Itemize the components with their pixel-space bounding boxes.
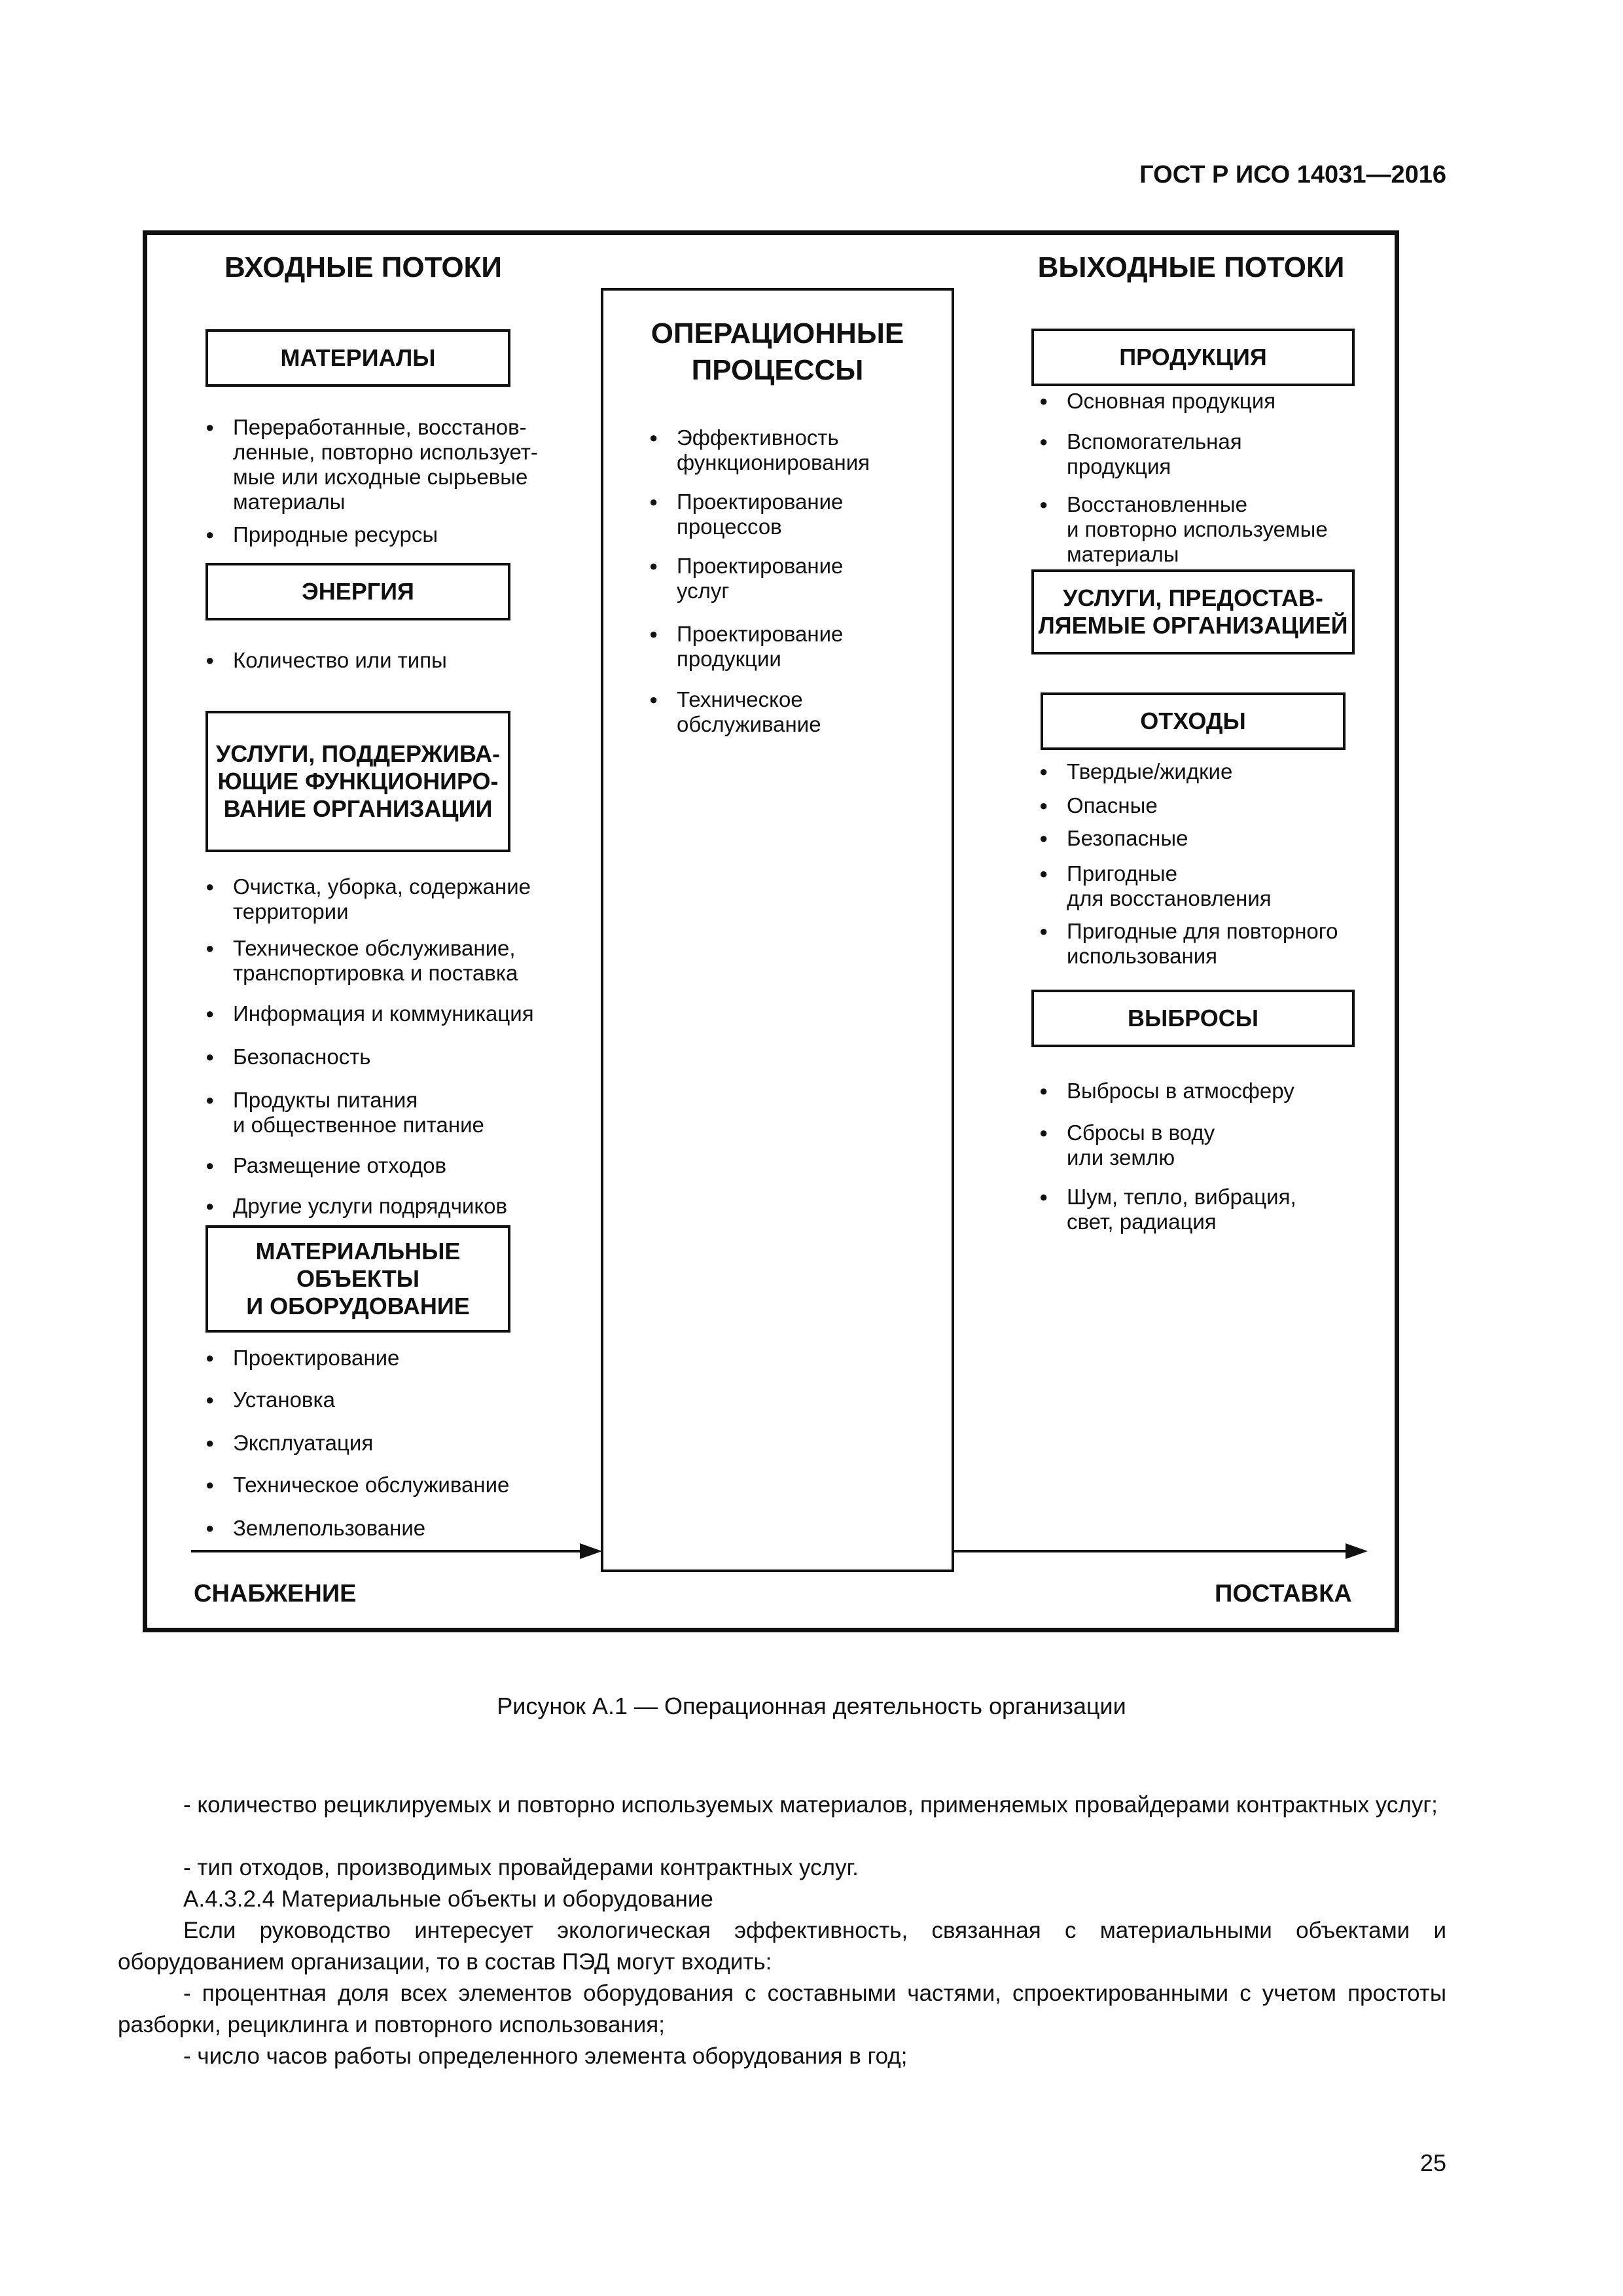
- paragraph: - процентная доля всех элементов оборудования с составными частями, спроектированными с учетом простоты разборки, рециклинга и повторного использования;: [118, 1981, 1446, 2037]
- list-item: ● Шум, тепло, вибрация, свет, радиация: [1038, 1185, 1296, 1234]
- supply-label: СНАБЖЕНИЕ: [194, 1580, 357, 1607]
- page-number: 25: [1419, 2149, 1446, 2176]
- products-box: ПРОДУКЦИЯ: [1031, 329, 1355, 386]
- list-item: ● Безопасность: [204, 1045, 371, 1069]
- list-item: ● Установка: [204, 1388, 335, 1412]
- supply-arrow-head: [580, 1543, 602, 1559]
- list-item: ● Пригодные для повторного использования: [1038, 919, 1338, 969]
- provided-services-box: УСЛУГИ, ПРЕДОСТАВ- ЛЯЕМЫЕ ОРГАНИЗАЦИЕЙ: [1031, 569, 1355, 655]
- list-item: ● Продукты питания и общественное питание: [204, 1088, 484, 1138]
- operational-processes-box: [601, 288, 954, 1572]
- paragraph: - тип отходов, производимых провайдерами контрактных услуг.: [183, 1855, 859, 1880]
- list-item: ● Вспомогательная продукция: [1038, 429, 1242, 479]
- list-item: ● Количество или типы: [204, 648, 447, 673]
- materials-box: МАТЕРИАЛЫ: [205, 329, 510, 387]
- list-item: ● Размещение отходов: [204, 1153, 446, 1178]
- delivery-arrow-line: [954, 1550, 1347, 1552]
- list-item: ● Восстановленные и повторно используемые материалы: [1038, 492, 1328, 567]
- list-item: ● Сбросы в воду или землю: [1038, 1121, 1215, 1170]
- emissions-box: ВЫБРОСЫ: [1031, 990, 1355, 1047]
- energy-box: ЭНЕРГИЯ: [205, 563, 510, 620]
- list-item: ● Проектирование: [204, 1346, 399, 1371]
- delivery-label: ПОСТАВКА: [1215, 1580, 1352, 1607]
- list-item: ● Эксплуатация: [204, 1431, 373, 1456]
- list-item: ● Природные ресурсы: [204, 522, 438, 547]
- list-item: ● Техническое обслуживание: [648, 687, 821, 737]
- list-item: ● Проектирование продукции: [648, 622, 843, 672]
- document-header: ГОСТ Р ИСО 14031—2016: [1139, 161, 1446, 188]
- list-item: ● Безопасные: [1038, 826, 1188, 851]
- support-services-box: УСЛУГИ, ПОДДЕРЖИВА- ЮЩИЕ ФУНКЦИОНИРО- ВАНИЕ ОРГАНИЗАЦИИ: [205, 711, 510, 852]
- list-item: ● Переработанные, восстанов- ленные, повторно использует- мые или исходные сырьевые материалы: [204, 415, 538, 514]
- operational-processes-title: ОПЕРАЦИОННЫЕ ПРОЦЕССЫ: [651, 317, 904, 386]
- input-flows-title: ВХОДНЫЕ ПОТОКИ: [224, 251, 503, 283]
- section-heading: А.4.3.2.4 Материальные объекты и оборудование: [183, 1886, 713, 1912]
- list-item: ● Техническое обслуживание, транспортировка и поставка: [204, 936, 518, 986]
- figure-caption: Рисунок А.1 — Операционная деятельность организации: [497, 1693, 1126, 1719]
- list-item: ● Основная продукция: [1038, 389, 1275, 414]
- waste-box: ОТХОДЫ: [1041, 692, 1346, 750]
- list-item: ● Проектирование услуг: [648, 554, 843, 603]
- paragraph: - число часов работы определенного элемента оборудования в год;: [183, 2043, 908, 2069]
- list-item: ● Эффективность функционирования: [648, 425, 870, 475]
- list-item: ● Выбросы в атмосферу: [1038, 1079, 1294, 1103]
- list-item: ● Информация и коммуникация: [204, 1001, 534, 1026]
- supply-arrow-line: [191, 1550, 581, 1552]
- list-item: ● Другие услуги подрядчиков: [204, 1194, 507, 1219]
- material-objects-box: МАТЕРИАЛЬНЫЕ ОБЪЕКТЫ И ОБОРУДОВАНИЕ: [205, 1225, 510, 1333]
- paragraph: - количество рециклируемых и повторно используемых материалов, применяемых провайдерами контрактных услуг;: [183, 1792, 1438, 1818]
- list-item: ● Землепользование: [204, 1516, 425, 1541]
- list-item: ● Твердые/жидкие: [1038, 759, 1232, 784]
- paragraph: Если руководство интересует экологическая эффективность, связанная с материальными объектами и оборудованием организации, то в состав ПЭД могут входить:: [118, 1918, 1446, 1975]
- output-flows-title: ВЫХОДНЫЕ ПОТОКИ: [1037, 251, 1345, 283]
- list-item: ● Проектирование процессов: [648, 490, 843, 539]
- list-item: ● Очистка, уборка, содержание территории: [204, 874, 531, 924]
- delivery-arrow-head: [1346, 1543, 1368, 1559]
- list-item: ● Техническое обслуживание: [204, 1473, 509, 1498]
- list-item: ● Опасные: [1038, 793, 1158, 818]
- list-item: ● Пригодные для восстановления: [1038, 861, 1272, 911]
